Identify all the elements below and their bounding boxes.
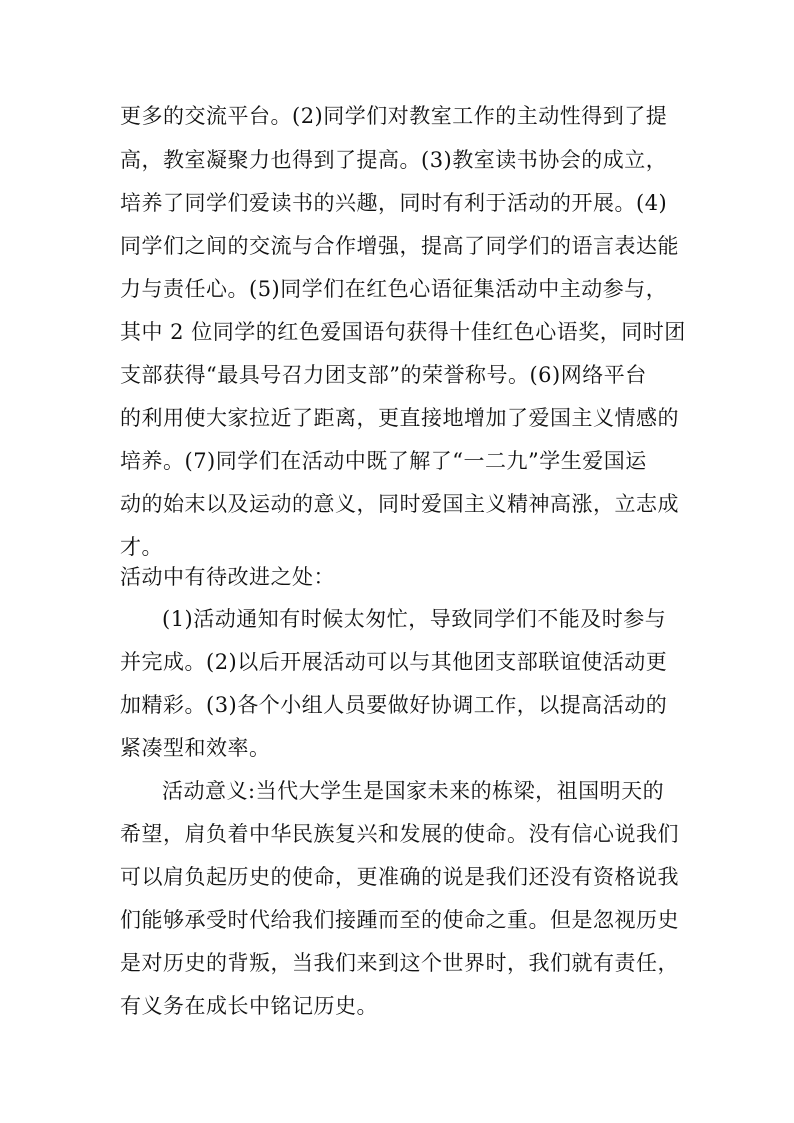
body-line-7: 支部获得“最具号召力团支部”的荣誉称号。(6)网络平台 — [120, 363, 647, 387]
significance-line-2: 希望，肩负着中华民族复兴和发展的使命。没有信心说我们 — [120, 822, 679, 846]
improvement-line-4: 紧凑型和效率。 — [120, 736, 271, 760]
body-line-10: 动的始末以及运动的意义，同时爱国主义精神高涨，立志成 — [120, 492, 679, 516]
body-line-2: 高，教室凝聚力也得到了提高。(3)教室读书协会的成立， — [120, 148, 668, 172]
section-heading-improvements: 活动中有待改进之处： — [120, 565, 335, 589]
significance-line-4: 们能够承受时代给我们接踵而至的使命之重。但是忽视历史 — [120, 908, 679, 932]
body-line-4: 同学们之间的交流与合作增强，提高了同学们的语言表达能 — [120, 234, 679, 258]
improvement-line-1: (1)活动通知有时候太匆忙，导致同学们不能及时参与 — [162, 607, 667, 631]
improvement-line-3: 加精彩。(3)各个小组人员要做好协调工作，以提高活动的 — [120, 693, 668, 717]
significance-line-3: 可以肩负起历史的使命，更准确的说是我们还没有资格说我 — [120, 865, 679, 889]
body-line-3: 培养了同学们爱读书的兴趣，同时有利于活动的开展。(4) — [120, 191, 668, 215]
significance-line-1: 活动意义:当代大学生是国家未来的栋梁，祖国明天的 — [162, 779, 665, 803]
body-line-11: 才。 — [120, 535, 163, 559]
body-line-5: 力与责任心。(5)同学们在红色心语征集活动中主动参与， — [120, 277, 668, 301]
significance-line-5: 是对历史的背叛，当我们来到这个世界时，我们就有责任， — [120, 951, 679, 975]
significance-line-6: 有义务在成长中铭记历史。 — [120, 994, 378, 1018]
body-line-6: 其中 2 位同学的红色爱国语句获得十佳红色心语奖，同时团 — [120, 320, 686, 344]
body-line-1: 更多的交流平台。(2)同学们对教室工作的主动性得到了提 — [120, 104, 668, 128]
body-line-9: 培养。(7)同学们在活动中既了解了“一二九”学生爱国运 — [120, 449, 647, 473]
improvement-line-2: 并完成。(2)以后开展活动可以与其他团支部联谊使活动更 — [120, 650, 668, 674]
body-line-8: 的利用使大家拉近了距离，更直接地增加了爱国主义情感的 — [120, 406, 679, 430]
